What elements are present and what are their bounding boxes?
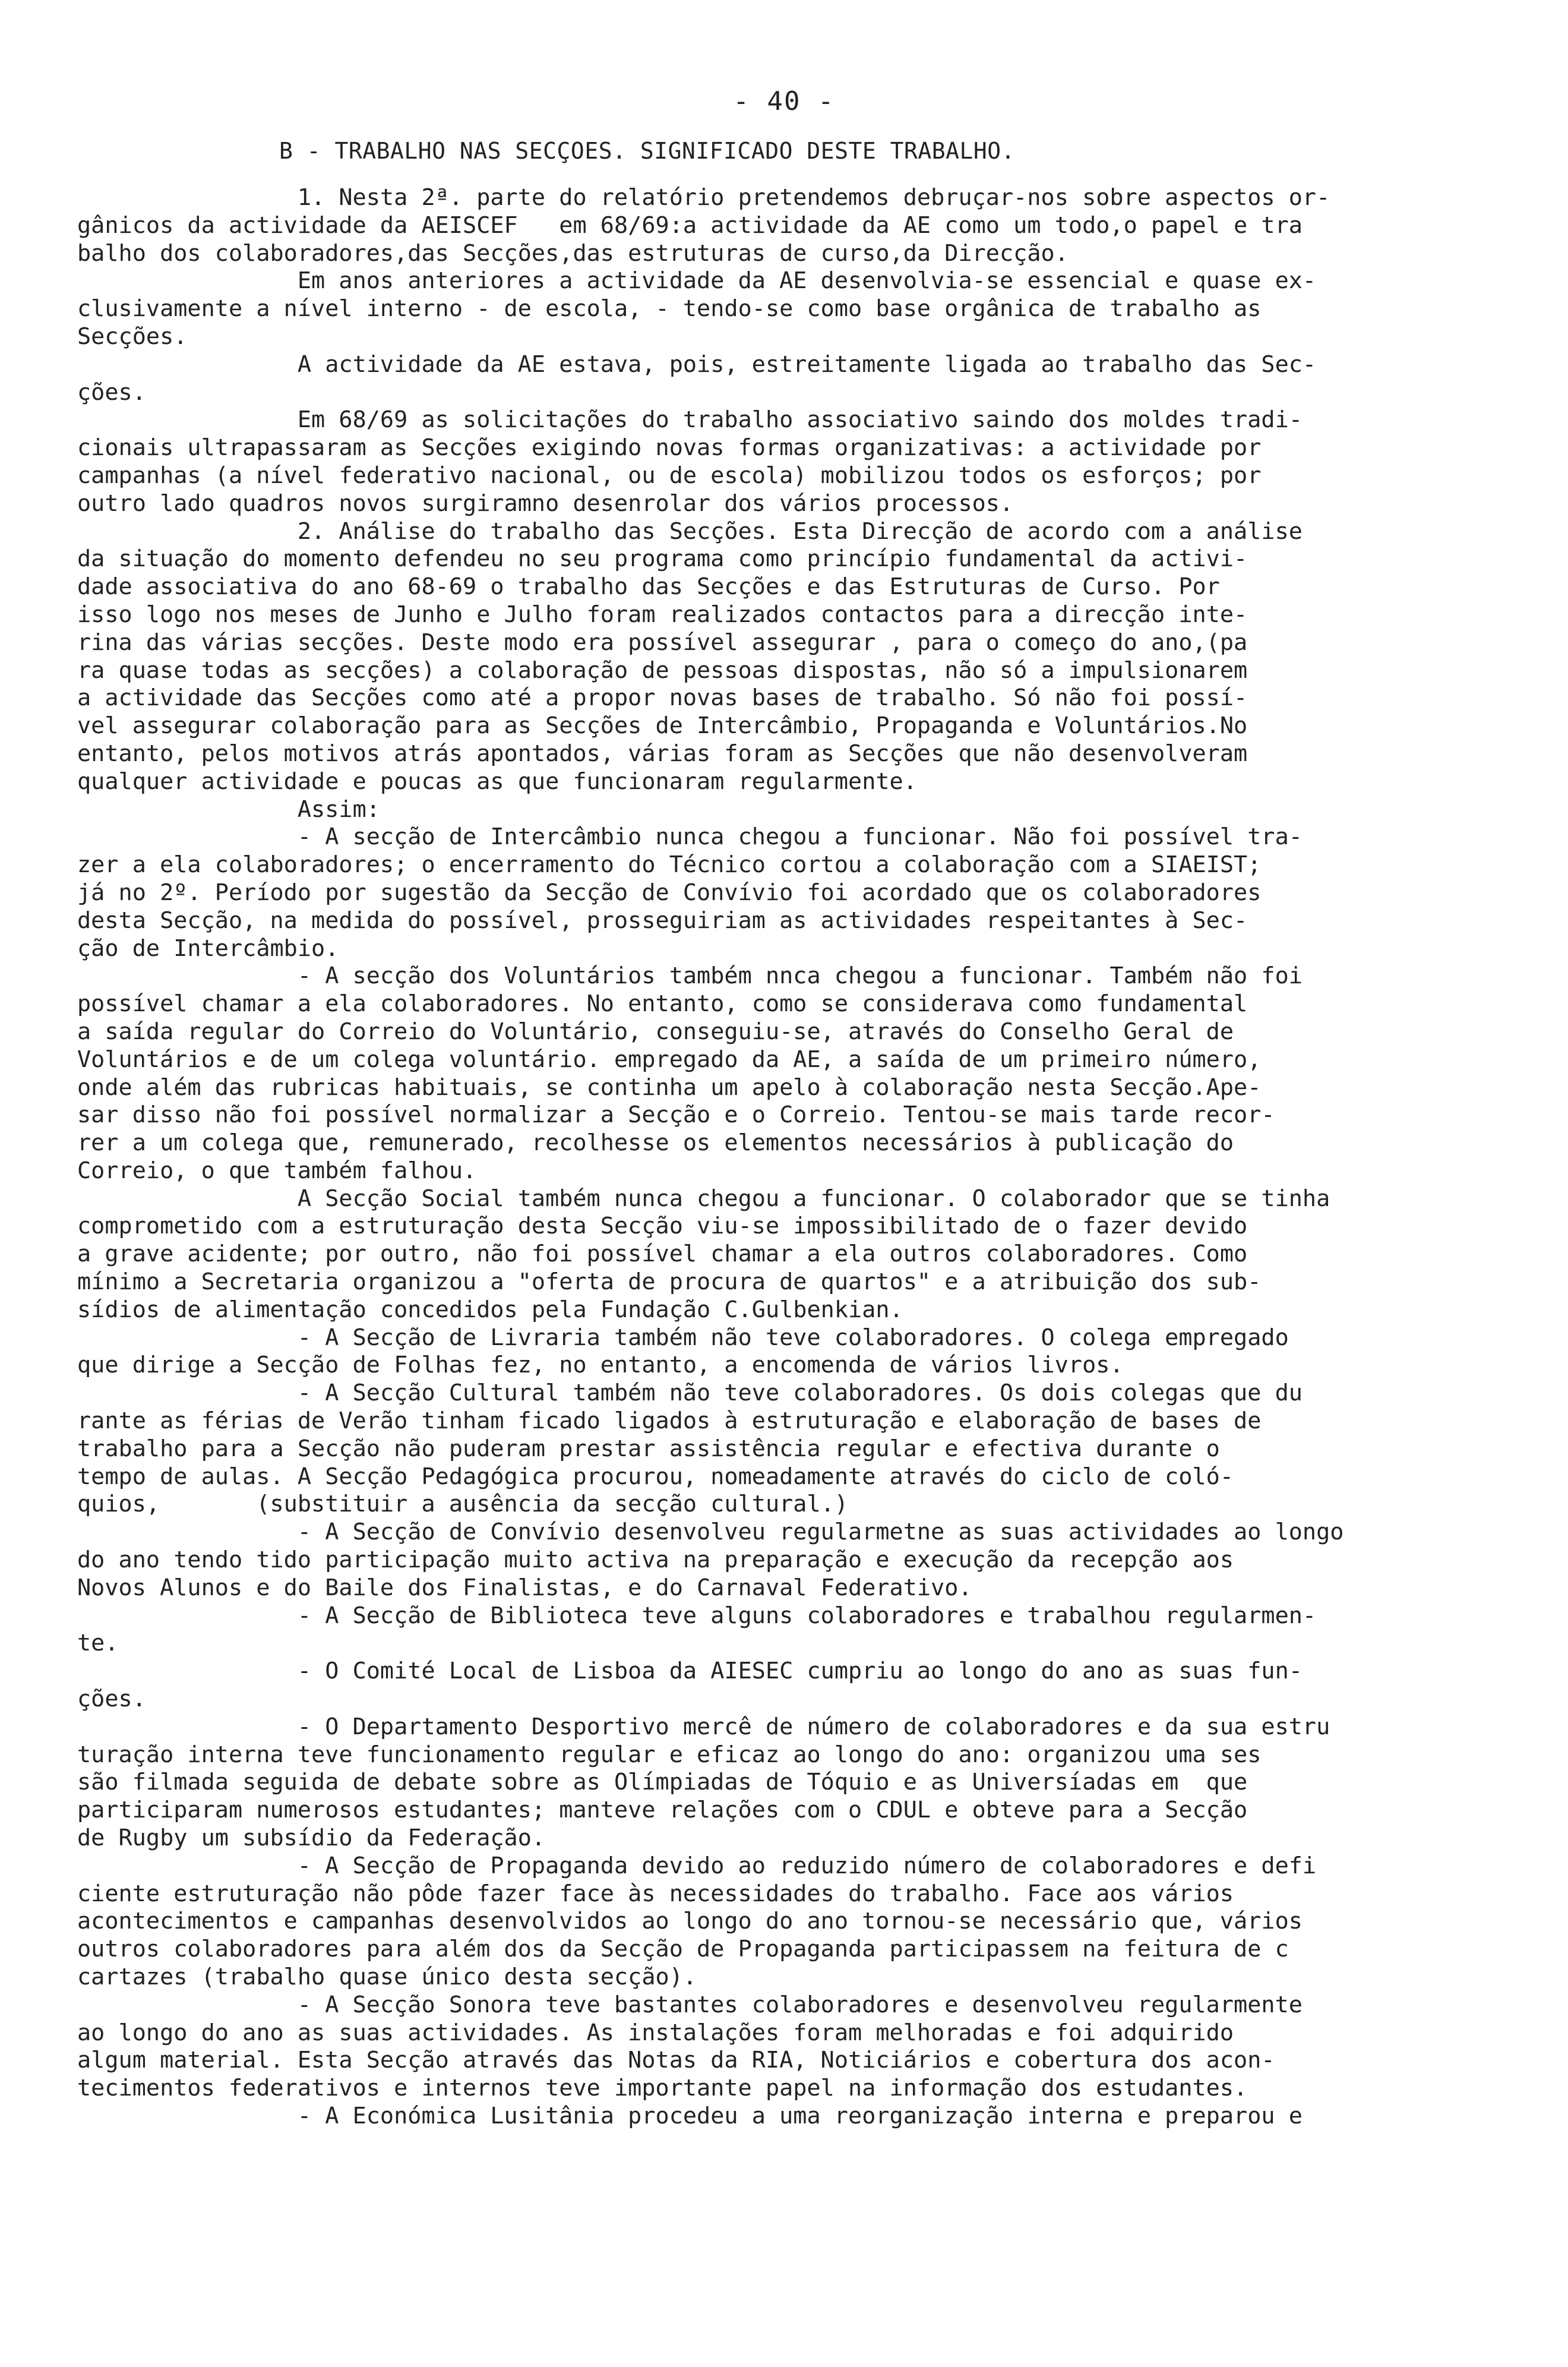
text-line: Em anos anteriores a actividade da AE desenvolvia-se essencial e quase ex- — [77, 267, 1317, 295]
text-line: trabalho para a Secção não puderam prestar assistência regular e efectiva durante o — [77, 1435, 1220, 1462]
text-line: mínimo a Secretaria organizou a "oferta de procura de quartos" e a atribuição dos sub- — [77, 1268, 1262, 1296]
text-line: qualquer actividade e poucas as que funcionaram regularmente. — [77, 768, 917, 795]
text-line: participaram numerosos estudantes; manteve relações com o CDUL e obteve para a Secção — [77, 1797, 1248, 1824]
text-line: cartazes (trabalho quase único desta secção). — [77, 1964, 697, 1990]
text-line: 2. Análise do trabalho das Secções. Esta Direcção de acordo com a análise — [77, 517, 1303, 545]
text-line: a actividade das Secções como até a propor novas bases de trabalho. Só não foi possí- — [77, 684, 1248, 712]
text-line: clusivamente a nível interno - de escola, - tendo-se como base orgânica de trabalho as — [77, 295, 1262, 323]
text-line: vel assegurar colaboração para as Secções de Intercâmbio, Propaganda e Voluntários.No — [77, 712, 1248, 740]
text-line: - A secção dos Voluntários também nnca chegou a funcionar. Também não foi — [77, 962, 1303, 990]
text-line: - O Comité Local de Lisboa da AIESEC cumpriu ao longo do ano as suas fun- — [77, 1658, 1303, 1685]
text-line: - A Secção de Convívio desenvolveu regularmetne as suas actividades ao longo — [77, 1519, 1344, 1546]
text-line: Correio, o que também falhou. — [77, 1157, 477, 1184]
text-line: ções. — [77, 1686, 146, 1713]
text-line: - A secção de Intercâmbio nunca chegou a funcionar. Não foi possível tra- — [77, 823, 1303, 851]
text-line: - A Secção de Propaganda devido ao reduzido número de colaboradores e defi — [77, 1852, 1317, 1879]
text-line: possível chamar a ela colaboradores. No entanto, como se considerava como fundamental — [77, 990, 1248, 1018]
text-line: - A Secção de Livraria também não teve colaboradores. O colega empregado — [77, 1324, 1289, 1351]
text-line: desta Secção, na medida do possível, prosseguiriam as actividades respeitantes à Sec- — [77, 907, 1248, 934]
body-text — [77, 184, 1532, 2131]
text-line: Voluntários e de um colega voluntário. empregado da AE, a saída de um primeiro número, — [77, 1046, 1262, 1073]
text-line: campanhas (a nível federativo nacional, ou de escola) mobilizou todos os esforços; por — [77, 462, 1262, 489]
text-line: rer a um colega que, remunerado, recolhesse os elementos necessários à publicação do — [77, 1129, 1234, 1157]
text-line: onde além das rubricas habituais, se continha um apelo à colaboração nesta Secção.Ape- — [77, 1074, 1262, 1101]
page-number: - 40 - — [733, 86, 835, 116]
text-line: dade associativa do ano 68-69 o trabalho das Secções e das Estruturas de Curso. Por — [77, 573, 1220, 601]
text-line: - A Económica Lusitânia procedeu a uma reorganização interna e preparou e — [77, 2102, 1303, 2129]
text-line: do ano tendo tido participação muito activa na preparação e execução da recepção aos — [77, 1547, 1234, 1574]
text-line: de Rugby um subsídio da Federação. — [77, 1825, 546, 1852]
text-line: zer a ela colaboradores; o encerramento do Técnico cortou a colaboração com a SIAEIST; — [77, 851, 1262, 879]
text-line: - A Secção Sonora teve bastantes colaboradores e desenvolveu regularmente — [77, 1991, 1303, 2018]
text-line: Em 68/69 as solicitações do trabalho associativo saindo dos moldes tradi- — [77, 406, 1303, 434]
text-line: ção de Intercâmbio. — [77, 935, 339, 962]
text-line: te. — [77, 1630, 119, 1657]
text-line: sar disso não foi possível normalizar a Secção e o Correio. Tentou-se mais tarde recor- — [77, 1102, 1275, 1129]
text-line: cionais ultrapassaram as Secções exigindo novas formas organizativas: a actividade por — [77, 434, 1262, 462]
text-line: sídios de alimentação concedidos pela Fundação C.Gulbenkian. — [77, 1296, 903, 1323]
text-line: turação interna teve funcionamento regular e eficaz ao longo do ano: organizou uma ses — [77, 1741, 1262, 1768]
text-line: isso logo nos meses de Junho e Julho foram realizados contactos para a direcção inte- — [77, 601, 1248, 628]
text-line: 1. Nesta 2ª. parte do relatório pretendemos debruçar-nos sobre aspectos or- — [77, 184, 1330, 211]
text-line: entanto, pelos motivos atrás apontados, várias foram as Secções que não desenvolveram — [77, 740, 1248, 767]
text-line: comprometido com a estruturação desta Secção viu-se impossibilitado de o fazer devido — [77, 1213, 1248, 1240]
text-line: outro lado quadros novos surgiramno desenrolar dos vários processos. — [77, 490, 1014, 517]
text-line: ciente estruturação não pôde fazer face às necessidades do trabalho. Face aos vários — [77, 1880, 1234, 1907]
text-line: outros colaboradores para além dos da Secção de Propaganda participassem na feitura de c — [77, 1936, 1289, 1963]
text-line: rante as férias de Verão tinham ficado ligados à estruturação e elaboração de bases de — [77, 1407, 1262, 1435]
text-line: balho dos colaboradores,das Secções,das estruturas de curso,da Direcção. — [77, 239, 1068, 267]
text-line: tempo de aulas. A Secção Pedagógica procurou, nomeadamente através do ciclo de coló- — [77, 1463, 1234, 1490]
text-line: Assim: — [77, 796, 380, 823]
text-line: gânicos da actividade da AEISCEF em 68/69:a actividade da AE como um todo,o papel e tra — [77, 212, 1303, 239]
text-line: a saída regular do Correio do Voluntário, conseguiu-se, através do Conselho Geral de — [77, 1018, 1234, 1045]
text-line: tecimentos federativos e internos teve importante papel na informação dos estudantes. — [77, 2075, 1248, 2102]
text-line: ra quase todas as secções) a colaboração de pessoas dispostas, não só a impulsionarem — [77, 657, 1248, 684]
text-line: - O Departamento Desportivo mercê de número de colaboradores e da sua estru — [77, 1713, 1330, 1740]
text-line: A actividade da AE estava, pois, estreitamente ligada ao trabalho das Sec- — [77, 351, 1317, 378]
text-line: quios, (substituir a ausência da secção cultural.) — [77, 1491, 849, 1518]
text-line: rina das várias secções. Deste modo era possível assegurar , para o começo do ano,(pa — [77, 629, 1248, 656]
text-line: da situação do momento defendeu no seu programa como princípio fundamental da activi- — [77, 545, 1248, 573]
section-heading: B - TRABALHO NAS SECÇOES. SIGNIFICADO DESTE TRABALHO. — [279, 138, 1016, 164]
text-line: Novos Alunos e do Baile dos Finalistas, e do Carnaval Federativo. — [77, 1574, 972, 1601]
text-line: A Secção Social também nunca chegou a funcionar. O colaborador que se tinha — [77, 1185, 1330, 1212]
text-line: ções. — [77, 378, 146, 406]
text-line: - A Secção de Biblioteca teve alguns colaboradores e trabalhou regularmen- — [77, 1602, 1317, 1629]
text-line: a grave acidente; por outro, não foi possível chamar a ela outros colaboradores. Como — [77, 1241, 1248, 1268]
text-line: são filmada seguida de debate sobre as Olímpiadas de Tóquio e as Universíadas em que — [77, 1769, 1248, 1796]
text-line: que dirige a Secção de Folhas fez, no entanto, a encomenda de vários livros. — [77, 1352, 1124, 1379]
text-line: - A Secção Cultural também não teve colaboradores. Os dois colegas que du — [77, 1380, 1303, 1407]
text-line: já no 2º. Período por sugestão da Secção de Convívio foi acordado que os colaboradores — [77, 879, 1262, 906]
text-line: ao longo do ano as suas actividades. As instalações foram melhoradas e foi adquirido — [77, 2019, 1234, 2046]
text-line: algum material. Esta Secção através das Notas da RIA, Noticiários e cobertura dos acon- — [77, 2047, 1275, 2074]
text-line: Secções. — [77, 323, 188, 350]
text-line: acontecimentos e campanhas desenvolvidos ao longo do ano tornou-se necessário que, vários — [77, 1908, 1303, 1935]
